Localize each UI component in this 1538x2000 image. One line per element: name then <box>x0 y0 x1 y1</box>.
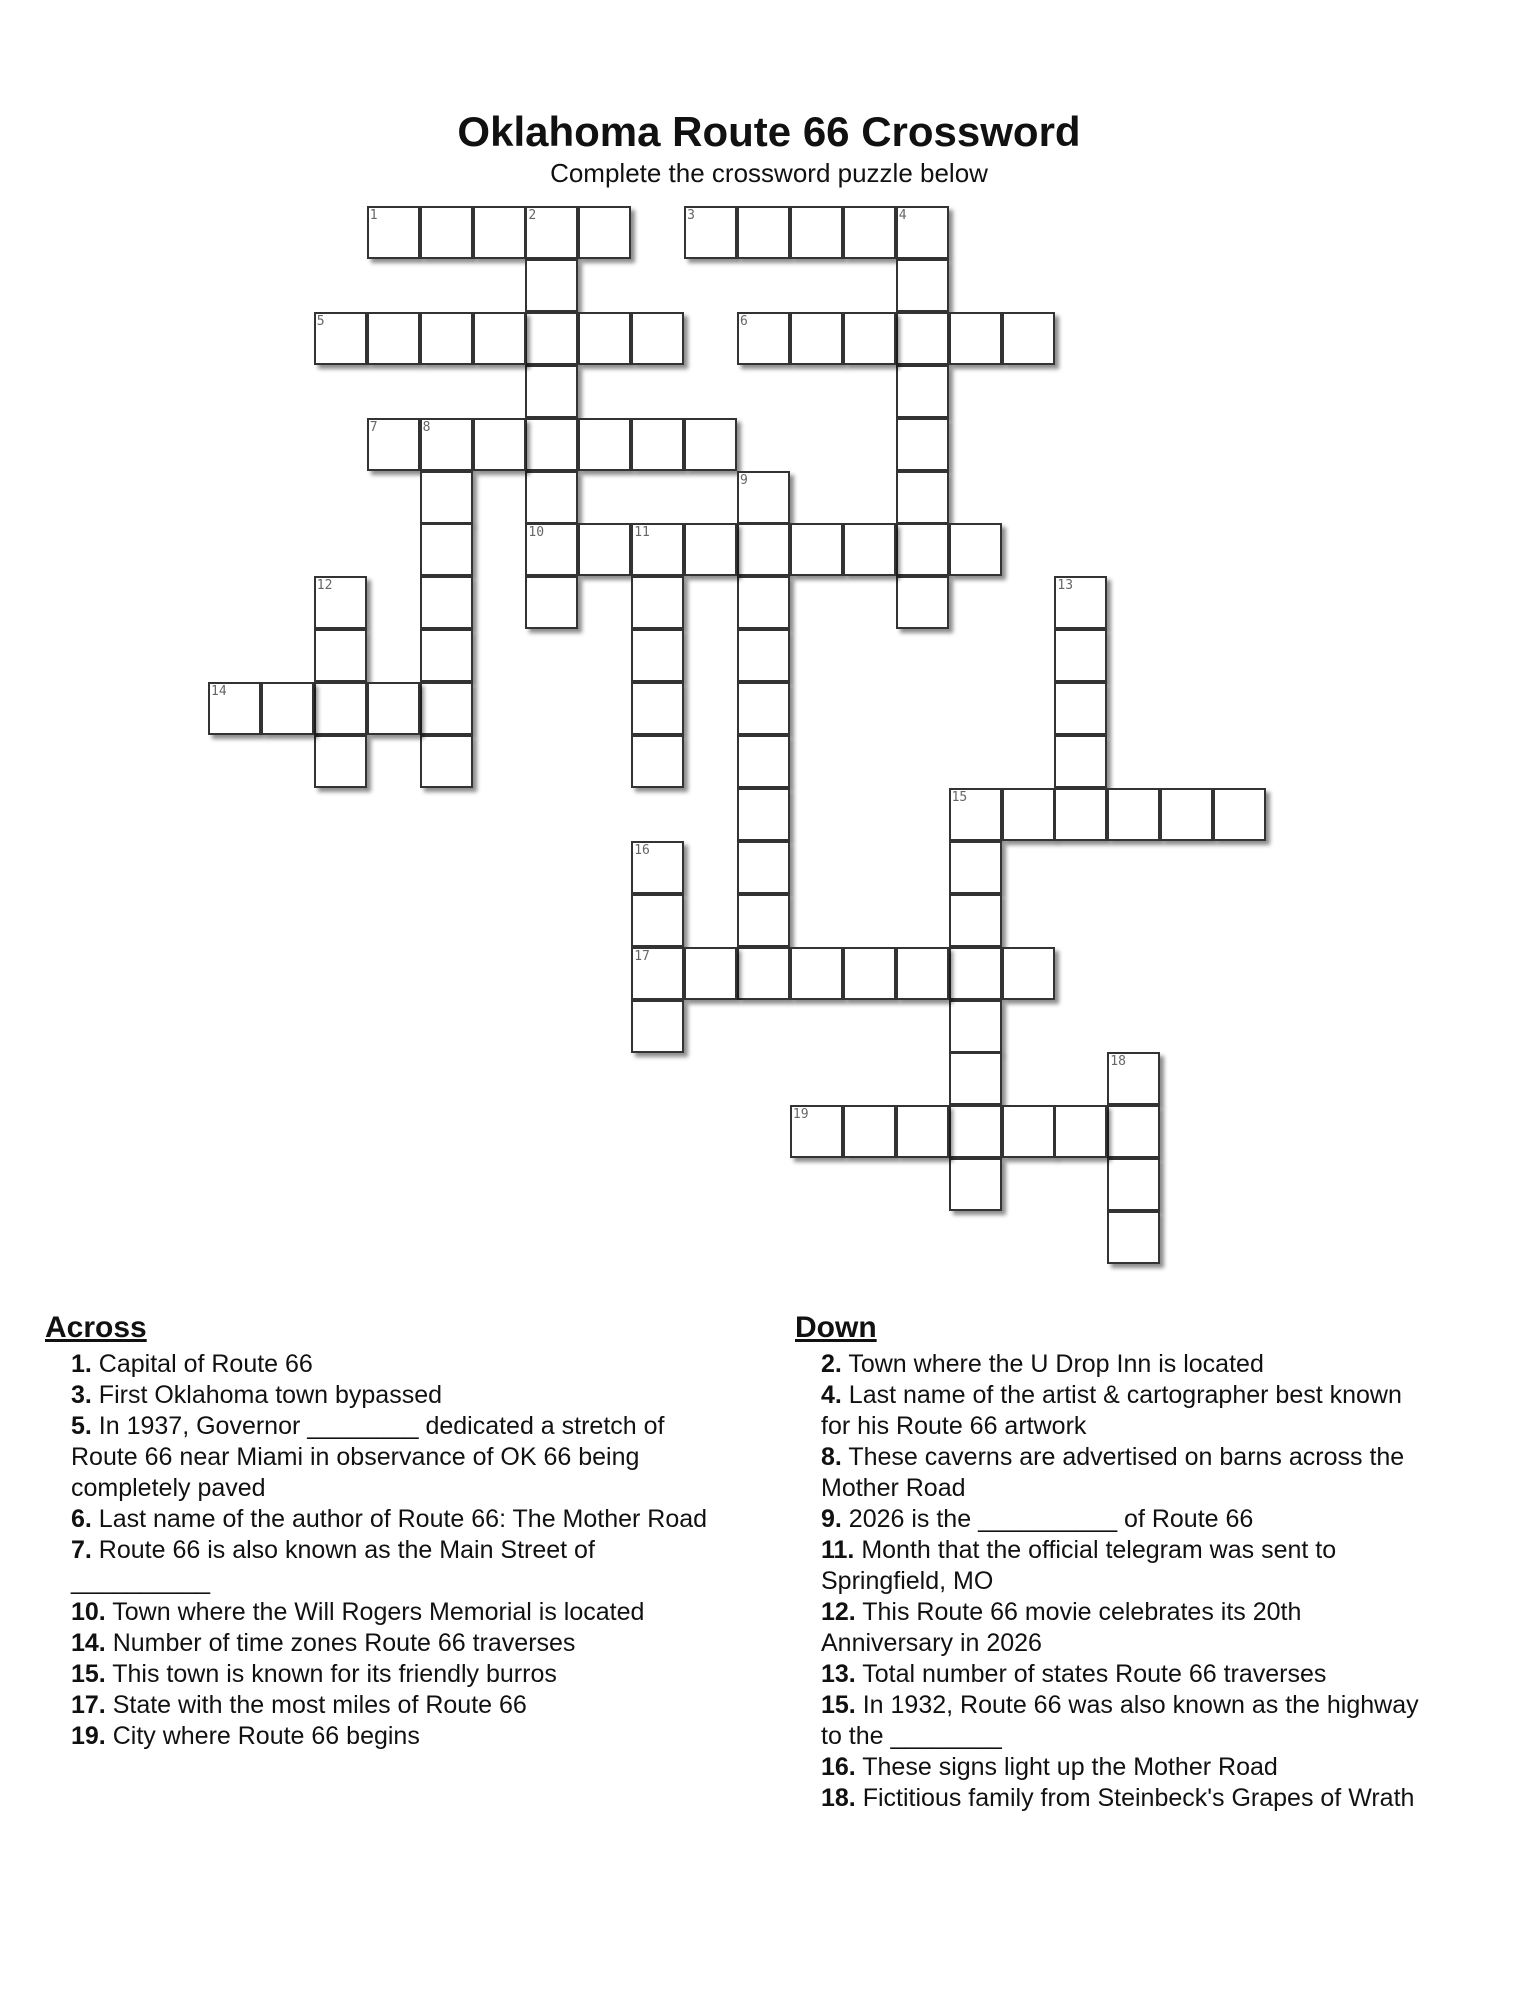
down-clues <box>795 1312 1435 1814</box>
crossword-cell[interactable] <box>737 523 790 576</box>
crossword-cell[interactable] <box>525 523 578 576</box>
crossword-cell[interactable] <box>949 841 1002 894</box>
clue-text: State with the most miles of Route 66 <box>105 1691 527 1719</box>
crossword-cell[interactable] <box>631 1000 684 1053</box>
clue-text: This Route 66 movie celebrates its 20th Anniversary in 2026 <box>821 1598 1302 1657</box>
crossword-cell[interactable] <box>896 947 949 1000</box>
clue-num: 7. <box>71 1536 92 1564</box>
crossword-cell[interactable] <box>684 418 737 471</box>
clue-text: Last name of the artist & cartographer best known for his Route 66 artwork <box>821 1381 1402 1440</box>
crossword-cell[interactable] <box>367 682 420 735</box>
down-clue <box>821 1380 1435 1442</box>
crossword-cell[interactable] <box>896 259 949 312</box>
crossword-cell[interactable] <box>1107 1158 1160 1211</box>
clue-num: 6. <box>71 1505 92 1533</box>
crossword-cell[interactable] <box>420 735 473 788</box>
clue-num: 18. <box>821 1784 856 1812</box>
crossword-cell[interactable] <box>790 206 843 259</box>
crossword-cell[interactable] <box>843 206 896 259</box>
across-clue <box>71 1504 735 1535</box>
clue-number: 18 <box>1110 1054 1126 1070</box>
crossword-cell[interactable] <box>896 1105 949 1158</box>
crossword-cell[interactable] <box>631 682 684 735</box>
clue-number: 15 <box>951 789 968 805</box>
clue-number: 1 <box>369 208 378 223</box>
crossword-cell[interactable] <box>1054 682 1107 735</box>
across-clue <box>71 1690 735 1721</box>
down-clue <box>821 1752 1435 1783</box>
clue-number: 19 <box>792 1107 809 1123</box>
crossword-cell[interactable] <box>420 471 473 524</box>
down-clue <box>821 1690 1435 1752</box>
down-clue <box>821 1659 1435 1690</box>
across-clue <box>71 1628 735 1659</box>
crossword-cell[interactable] <box>737 682 790 735</box>
crossword-cell[interactable] <box>314 576 367 629</box>
crossword-cell[interactable] <box>525 418 578 471</box>
across-clue <box>71 1380 735 1411</box>
crossword-cell[interactable] <box>1107 788 1160 841</box>
across-clue <box>71 1535 735 1597</box>
crossword-cell[interactable] <box>420 312 473 365</box>
clue-number: 16 <box>634 842 650 858</box>
down-heading: Down <box>795 1311 877 1344</box>
across-heading: Across <box>45 1311 147 1344</box>
crossword-cell[interactable] <box>631 894 684 947</box>
crossword-cell[interactable] <box>790 1105 843 1158</box>
clue-text: Town where the U Drop Inn is located <box>841 1350 1264 1378</box>
crossword-cell[interactable] <box>525 259 578 312</box>
crossword-cell[interactable] <box>473 312 526 365</box>
crossword-cell[interactable] <box>896 365 949 418</box>
down-clue <box>821 1349 1435 1380</box>
clue-num: 4. <box>821 1381 842 1409</box>
clue-num: 9. <box>821 1505 842 1533</box>
crossword-cell[interactable] <box>737 841 790 894</box>
clue-text: In 1932, Route 66 was also known as the highway to the ________ <box>821 1691 1419 1750</box>
crossword-cell[interactable] <box>631 576 684 629</box>
crossword-cell[interactable] <box>737 629 790 682</box>
clue-number: 4 <box>898 208 907 223</box>
crossword-cell[interactable] <box>631 418 684 471</box>
crossword-cell[interactable] <box>684 206 737 259</box>
clue-text: This town is known for its friendly burros <box>105 1660 557 1688</box>
clue-text: Fictitious family from Steinbeck's Grapes of Wrath <box>855 1784 1415 1812</box>
down-clue <box>821 1442 1435 1504</box>
crossword-cell[interactable] <box>684 523 737 576</box>
crossword-cell[interactable] <box>261 682 314 735</box>
clue-text: Month that the official telegram was sent to Springfield, MO <box>821 1536 1337 1595</box>
crossword-cell[interactable] <box>314 312 367 365</box>
crossword-cell[interactable] <box>949 1158 1002 1211</box>
across-clue <box>71 1659 735 1690</box>
crossword-cell[interactable] <box>420 206 473 259</box>
across-clue-list <box>45 1349 735 1752</box>
crossword-cell[interactable] <box>843 523 896 576</box>
clue-num: 8. <box>821 1443 842 1471</box>
crossword-cell[interactable] <box>684 947 737 1000</box>
crossword-cell[interactable] <box>949 788 1002 841</box>
crossword-cell[interactable] <box>843 1105 896 1158</box>
crossword-cell[interactable] <box>896 576 949 629</box>
crossword-cell[interactable] <box>367 418 420 471</box>
clue-text: Capital of Route 66 <box>91 1350 313 1378</box>
crossword-cell[interactable] <box>420 629 473 682</box>
down-clue <box>821 1535 1435 1597</box>
crossword-cell[interactable] <box>473 206 526 259</box>
crossword-cell[interactable] <box>631 841 684 894</box>
clue-text: In 1937, Governor ________ dedicated a stretch of Route 66 near Miami in observance of OK 66 being completely paved <box>71 1412 665 1502</box>
crossword-cell[interactable] <box>790 947 843 1000</box>
clue-number: 9 <box>740 472 748 488</box>
crossword-cell[interactable] <box>737 735 790 788</box>
page-title: Oklahoma Route 66 Crossword <box>457 108 1081 155</box>
clue-num: 13. <box>821 1660 856 1688</box>
crossword-cell[interactable] <box>525 365 578 418</box>
across-clue <box>71 1597 735 1628</box>
clue-num: 11. <box>821 1536 855 1564</box>
clue-text: 2026 is the __________ of Route 66 <box>841 1505 1254 1533</box>
crossword-cell[interactable] <box>896 523 949 576</box>
crossword-cell[interactable] <box>1054 1105 1107 1158</box>
crossword-cell[interactable] <box>1002 1105 1055 1158</box>
clue-number: 14 <box>211 684 227 700</box>
clue-text: These caverns are advertised on barns across the Mother Road <box>821 1443 1405 1502</box>
crossword-cell[interactable] <box>314 682 367 735</box>
crossword-cell[interactable] <box>843 947 896 1000</box>
crossword-cell[interactable] <box>737 471 790 524</box>
crossword-cell[interactable] <box>896 418 949 471</box>
crossword-cell[interactable] <box>314 629 367 682</box>
crossword-cell[interactable] <box>949 523 1002 576</box>
crossword-cell[interactable] <box>420 523 473 576</box>
crossword-cell[interactable] <box>367 206 420 259</box>
down-clue <box>821 1597 1435 1659</box>
down-clue <box>821 1504 1435 1535</box>
crossword-cell[interactable] <box>896 471 949 524</box>
clue-text: First Oklahoma town bypassed <box>91 1381 443 1409</box>
crossword-cell[interactable] <box>314 735 367 788</box>
crossword-cell[interactable] <box>367 312 420 365</box>
page-subtitle: Complete the crossword puzzle below <box>550 158 988 188</box>
crossword-cell[interactable] <box>949 894 1002 947</box>
clue-number: 11 <box>634 525 650 541</box>
across-clue <box>71 1349 735 1380</box>
crossword-cell[interactable] <box>737 788 790 841</box>
crossword-cell[interactable] <box>578 312 631 365</box>
crossword-cell[interactable] <box>525 312 578 365</box>
crossword-cell[interactable] <box>1054 788 1107 841</box>
crossword-cell[interactable] <box>1002 947 1055 1000</box>
crossword-cell[interactable] <box>737 576 790 629</box>
crossword-cell[interactable] <box>631 312 684 365</box>
crossword-cell[interactable] <box>420 576 473 629</box>
crossword-cell[interactable] <box>896 312 949 365</box>
crossword-cell[interactable] <box>473 418 526 471</box>
clue-num: 3. <box>71 1381 92 1409</box>
crossword-cell[interactable] <box>578 523 631 576</box>
crossword-cell[interactable] <box>208 682 261 735</box>
crossword-cell[interactable] <box>631 947 684 1000</box>
crossword-cell[interactable] <box>949 947 1002 1000</box>
crossword-cell[interactable] <box>1107 1105 1160 1158</box>
clue-num: 10. <box>71 1598 106 1626</box>
clue-number: 3 <box>687 208 695 223</box>
clue-num: 1. <box>71 1350 92 1378</box>
crossword-cell[interactable] <box>525 576 578 629</box>
clue-number: 2 <box>528 208 537 223</box>
clue-number: 8 <box>422 419 431 435</box>
crossword-cell[interactable] <box>578 418 631 471</box>
crossword-cell[interactable] <box>1002 788 1055 841</box>
crossword-cell[interactable] <box>1213 788 1266 841</box>
crossword-cell[interactable] <box>737 894 790 947</box>
clue-number: 6 <box>740 313 748 329</box>
clue-text: Route 66 is also known as the Main Street of __________ <box>71 1536 595 1595</box>
clue-text: City where Route 66 begins <box>105 1722 420 1750</box>
clue-number: 5 <box>316 313 325 329</box>
crossword-cell[interactable] <box>525 471 578 524</box>
crossword-cell[interactable] <box>420 682 473 735</box>
across-clues <box>45 1312 735 1752</box>
crossword-cell[interactable] <box>631 735 684 788</box>
clue-num: 12. <box>821 1598 856 1626</box>
crossword-cell[interactable] <box>525 206 578 259</box>
clue-text: Town where the Will Rogers Memorial is located <box>105 1598 645 1626</box>
crossword-cell[interactable] <box>843 312 896 365</box>
crossword-cell[interactable] <box>1054 576 1107 629</box>
clue-number: 17 <box>634 948 650 964</box>
clue-num: 16. <box>821 1753 856 1781</box>
down-clue-list <box>795 1349 1435 1814</box>
crossword-cell[interactable] <box>790 523 843 576</box>
crossword-cell[interactable] <box>1002 312 1055 365</box>
clue-text: Total number of states Route 66 traverses <box>855 1660 1327 1688</box>
clue-num: 14. <box>71 1629 106 1657</box>
clue-text: Last name of the author of Route 66: The Mother Road <box>91 1505 708 1533</box>
clue-number: 7 <box>369 419 378 435</box>
crossword-cell[interactable] <box>949 1105 1002 1158</box>
clue-num: 15. <box>821 1691 856 1719</box>
crossword-cell[interactable] <box>420 418 473 471</box>
crossword-cell[interactable] <box>737 206 790 259</box>
clue-num: 19. <box>71 1722 106 1750</box>
crossword-cell[interactable] <box>1107 1211 1160 1264</box>
clue-num: 2. <box>821 1350 842 1378</box>
clue-num: 15. <box>71 1660 106 1688</box>
crossword-cell[interactable] <box>631 629 684 682</box>
crossword-cell[interactable] <box>949 312 1002 365</box>
clue-text: Number of time zones Route 66 traverses <box>105 1629 576 1657</box>
crossword-cell[interactable] <box>631 523 684 576</box>
crossword-cell[interactable] <box>1054 735 1107 788</box>
clue-text: These signs light up the Mother Road <box>855 1753 1278 1781</box>
crossword-cell[interactable] <box>1160 788 1213 841</box>
crossword-cell[interactable] <box>1054 629 1107 682</box>
clue-num: 17. <box>71 1691 106 1719</box>
crossword-cell[interactable] <box>737 312 790 365</box>
crossword-cell[interactable] <box>949 1000 1002 1053</box>
across-clue <box>71 1721 735 1752</box>
clue-num: 5. <box>71 1412 92 1440</box>
down-clue <box>821 1783 1435 1814</box>
clue-number: 10 <box>528 525 545 541</box>
clue-number: 13 <box>1057 578 1074 594</box>
clue-number: 12 <box>316 578 333 594</box>
crossword-cell[interactable] <box>578 206 631 259</box>
crossword-cell[interactable] <box>737 947 790 1000</box>
crossword-cell[interactable] <box>790 312 843 365</box>
crossword-cell[interactable] <box>1107 1052 1160 1105</box>
crossword-cell[interactable] <box>949 1052 1002 1105</box>
across-clue <box>71 1411 735 1504</box>
crossword-cell[interactable] <box>896 206 949 259</box>
